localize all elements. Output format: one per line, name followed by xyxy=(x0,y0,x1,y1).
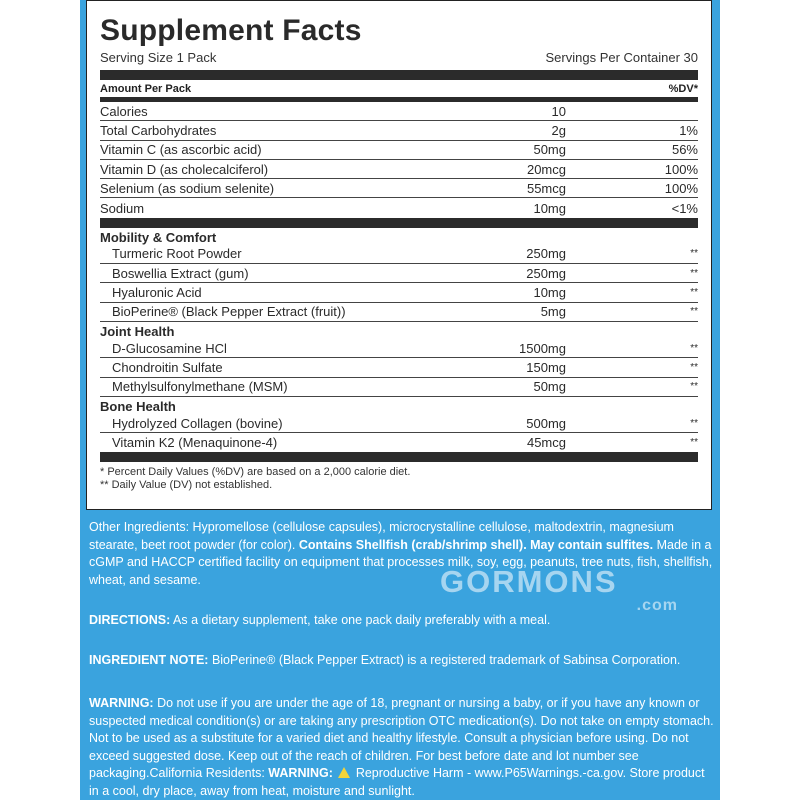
ingredient-row: Vitamin K2 (Menaquinone-4) 45mcg ** xyxy=(112,435,698,451)
nutrient-row: Calories 10 xyxy=(100,102,698,121)
allergen-statement: Contains Shellfish (crab/shrimp shell). May contain sulfites. xyxy=(298,537,654,552)
ingredient-note-text: BioPerine® (Black Pepper Extract) is a registered trademark of Sabinsa Corporation. xyxy=(211,653,681,667)
nutrient-row: Vitamin C (as ascorbic acid) 50mg 56% xyxy=(100,141,698,160)
warning-triangle-icon xyxy=(338,767,350,778)
ingredient-row: Boswellia Extract (gum) 250mg ** xyxy=(100,264,698,283)
divider-thick xyxy=(100,218,698,228)
directions-label: DIRECTIONS: xyxy=(89,613,171,627)
warning-text: Do not use if you are under the age of 18, pregnant or nursing a baby, or if you have any known or suspected medical condition(s) or are taking any prescription OTC medication(s). Do not take on empty stomach. Not to be used as a substitute for a varied diet and healthy lifestyle. Consult a physician before using. Do not exceed suggested dose. Keep out of the reach of children. For best before date and lot number see packaging.California Residents: xyxy=(89,696,714,780)
ingredient-row: Hydrolyzed Collagen (bovine) 500mg ** xyxy=(100,414,698,433)
nutrient-row: Vitamin D (as cholecalciferol) 20mcg 100% xyxy=(100,160,698,179)
ingredient-row: Turmeric Root Powder 250mg ** xyxy=(100,245,698,264)
warning-label-2: WARNING: xyxy=(268,766,333,780)
ingredient-row: Methylsulfonylmethane (MSM) 50mg ** xyxy=(100,378,698,397)
footnotes xyxy=(100,462,698,492)
watermark xyxy=(440,565,700,615)
ingredient-row: BioPerine® (Black Pepper Extract (fruit)) 5mg ** xyxy=(100,303,698,322)
warning-text-2: Reproductive Harm - www.P65Warnings.-ca.gov. Store product in a cool, dry place, away from heat, moisture and sunlight. xyxy=(89,766,705,798)
nutrient-row: Total Carbohydrates 2g 1% xyxy=(100,121,698,140)
amount-header: Amount Per Pack xyxy=(100,83,192,95)
ingredient-note xyxy=(89,652,715,670)
watermark-domain: .com xyxy=(636,597,678,614)
footnote-not-established: ** Daily Value (DV) not established. xyxy=(100,479,273,492)
nutrient-row: Selenium (as sodium selenite) 55mcg 100% xyxy=(100,179,698,198)
other-ingredients: Other Ingredients: Hypromellose (cellulose capsules), microcrystalline cellulose, maltodextrin, magnesium stearate, beet root powder (for color). Contains Shellfish (crab/shrimp shell). May contain sulfites. Made in a cGMP and HACCP certified facility on equipment that processes milk, soy, egg, peanuts, tree nuts, fish, shellfish, wheat, and sesame. xyxy=(89,520,713,587)
ingredient-row: Chondroitin Sulfate 150mg ** xyxy=(100,358,698,377)
divider-thick xyxy=(100,70,698,80)
serving-size: Serving Size 1 Pack xyxy=(100,50,217,65)
nutrient-row: Sodium 10mg <1% xyxy=(100,200,698,216)
ingredient-note-label: INGREDIENT NOTE: xyxy=(89,653,209,667)
watermark-text: GORMONS xyxy=(440,564,618,599)
footnote-dv: * Percent Daily Values (%DV) are based on a 2,000 calorie diet. xyxy=(100,466,411,479)
serving-info xyxy=(100,50,698,66)
amount-header-row xyxy=(100,80,698,97)
supplement-facts-panel xyxy=(86,0,712,510)
divider-thick xyxy=(100,452,698,462)
directions xyxy=(89,612,715,630)
ingredient-row: Hyaluronic Acid 10mg ** xyxy=(100,283,698,302)
section-title-mobility: Mobility & Comfort xyxy=(100,229,217,245)
nutrient-list xyxy=(100,102,698,218)
facts-title: Supplement Facts xyxy=(100,14,362,47)
directions-text: As a dietary supplement, take one pack daily preferably with a meal. xyxy=(173,613,551,627)
dv-header: %DV* xyxy=(668,83,698,95)
section-title-bone: Bone Health xyxy=(100,398,176,414)
section-title-joint: Joint Health xyxy=(100,323,175,339)
ingredient-row: D-Glucosamine HCl 1500mg ** xyxy=(100,339,698,358)
warning-label: WARNING: xyxy=(89,696,154,710)
warning xyxy=(89,695,715,800)
servings-per-container: Servings Per Container 30 xyxy=(545,50,698,65)
